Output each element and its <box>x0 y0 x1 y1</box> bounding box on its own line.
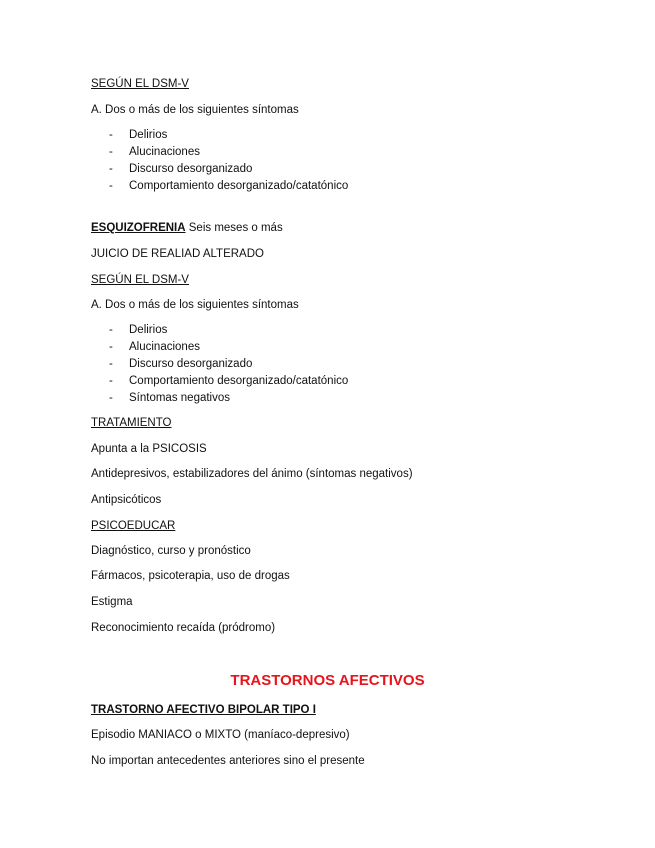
schizophrenia-line <box>91 221 283 235</box>
list-item: - Comportamiento desorganizado/catatónico <box>109 180 349 192</box>
list-item: - Alucinaciones <box>109 146 200 158</box>
bipolar-line: No importan antecedentes anteriores sino el presente <box>91 755 365 767</box>
treatment-heading: TRATAMIENTO <box>91 417 172 429</box>
treatment-line: Antipsicóticos <box>91 494 162 506</box>
list-item: - Comportamiento desorganizado/catatónico <box>109 375 349 387</box>
psychoeducation-line: Reconocimiento recaída (pródromo) <box>91 622 276 634</box>
criterion-a-1: A. Dos o más de los siguientes síntomas <box>91 104 299 116</box>
criterion-a-2: A. Dos o más de los siguientes síntomas <box>91 299 299 311</box>
psychoeducation-heading: PSICOEDUCAR <box>91 520 176 532</box>
schizophrenia-duration: Seis meses o más <box>185 222 283 234</box>
psychoeducation-line: Estigma <box>91 596 133 608</box>
dsm-heading-1: SEGÚN EL DSM-V <box>91 78 189 90</box>
bipolar-line: Episodio MANIACO o MIXTO (maníaco-depresivo) <box>91 729 350 741</box>
list-item: - Discurso desorganizado <box>109 163 253 175</box>
list-item: - Síntomas negativos <box>109 392 231 404</box>
treatment-line: Antidepresivos, estabilizadores del ánimo (síntomas negativos) <box>91 468 413 480</box>
affective-disorders-title: TRASTORNOS AFECTIVOS <box>230 672 425 689</box>
list-item: - Delirios <box>109 129 168 141</box>
bipolar-heading: TRASTORNO AFECTIVO BIPOLAR TIPO I <box>91 704 316 716</box>
reality-judgement-line: JUICIO DE REALIAD ALTERADO <box>91 248 264 260</box>
list-item: - Delirios <box>109 324 168 336</box>
list-item: - Discurso desorganizado <box>109 358 253 370</box>
psychoeducation-line: Diagnóstico, curso y pronóstico <box>91 545 251 557</box>
treatment-line: Apunta a la PSICOSIS <box>91 443 207 455</box>
schizophrenia-label: ESQUIZOFRENIA <box>91 222 186 234</box>
psychoeducation-line: Fármacos, psicoterapia, uso de drogas <box>91 570 290 582</box>
list-item: - Alucinaciones <box>109 341 200 353</box>
dsm-heading-2: SEGÚN EL DSM-V <box>91 274 189 286</box>
